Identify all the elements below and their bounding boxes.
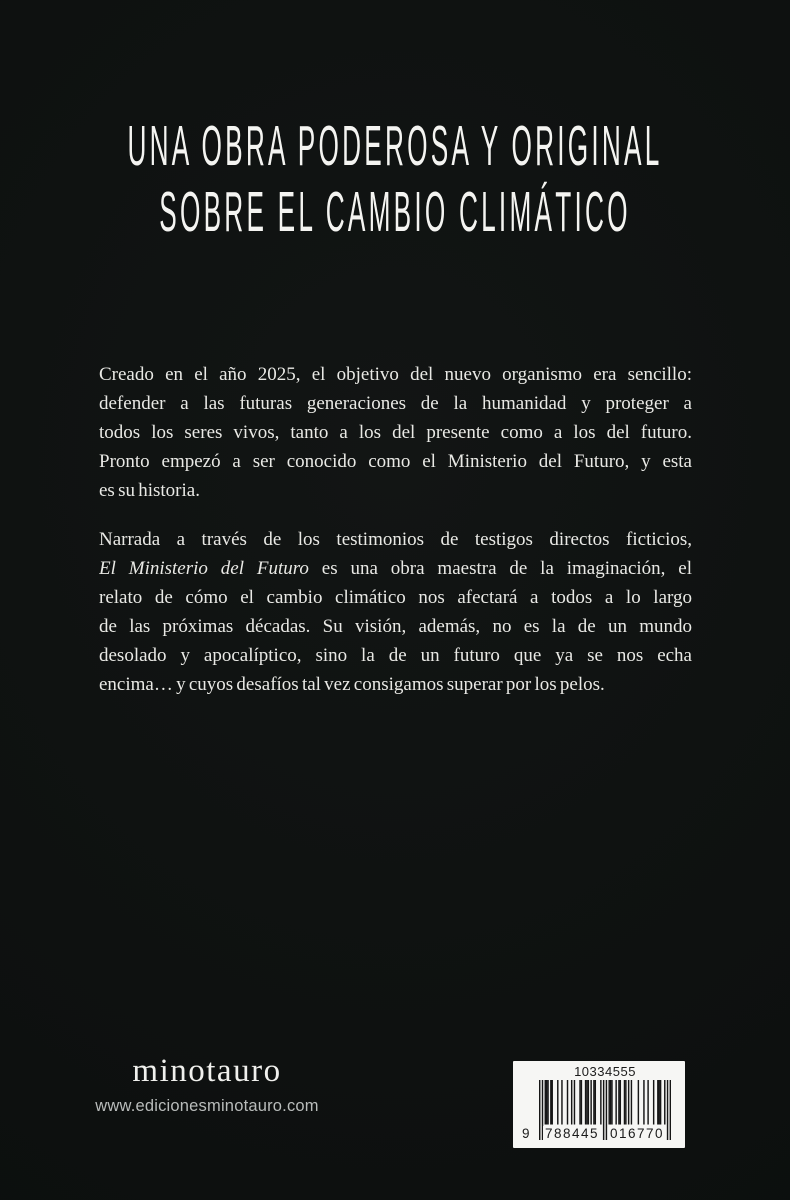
paragraph2-line: de las próximas décadas. Su visión, además, no es la de un mundo bbox=[99, 616, 692, 637]
headline-line-2: SOBRE EL CAMBIO CLIMÁTICO bbox=[159, 180, 631, 244]
paragraph1-line: defender a las futuras generaciones de la humanidad y proteger a bbox=[99, 393, 692, 414]
synopsis bbox=[99, 360, 692, 719]
paragraph2-line: desolado y apocalíptico, sino la de un futuro que ya se nos echa bbox=[99, 645, 692, 666]
headline-row-1 bbox=[0, 116, 790, 182]
barcode-digits bbox=[513, 1126, 685, 1142]
paragraph2-line-with-title bbox=[99, 554, 692, 583]
synopsis-paragraph-1 bbox=[99, 360, 692, 505]
publisher-website: www.edicionesminotauro.com bbox=[95, 1097, 319, 1115]
paragraph2-line: relato de cómo el cambio climático nos afectará a todos a lo largo bbox=[99, 587, 692, 608]
paragraph2-line: Narrada a través de los testimonios de testigos directos ficticios, bbox=[99, 529, 692, 550]
barcode-top-number: 10334555 bbox=[574, 1064, 636, 1079]
isbn-group-2: 016770 bbox=[609, 1126, 665, 1141]
paragraph2-line-last: encima… y cuyos desafíos tal vez consigamos superar por los pelos. bbox=[99, 674, 605, 695]
headline-line-1: UNA OBRA PODEROSA Y ORIGINAL bbox=[127, 114, 663, 178]
paragraph2-line2-rest: es una obra maestra de la imaginación, el bbox=[308, 558, 692, 579]
book-title-italic: El Ministerio del Futuro bbox=[99, 558, 309, 579]
headline-row-2 bbox=[0, 182, 790, 248]
paragraph1-line-last: es su historia. bbox=[99, 480, 200, 501]
isbn-group-1: 788445 bbox=[544, 1126, 600, 1141]
isbn-first-digit: 9 bbox=[522, 1126, 530, 1141]
headline bbox=[0, 116, 790, 248]
paragraph1-line: todos los seres vivos, tanto a los del presente como a los del futuro. bbox=[99, 422, 692, 443]
publisher-block bbox=[82, 1054, 332, 1116]
paragraph1-line: Creado en el año 2025, el objetivo del nuevo organismo era sencillo: bbox=[99, 364, 692, 385]
paragraph1-line: Pronto empezó a ser conocido como el Ministerio del Futuro, y esta bbox=[99, 451, 692, 472]
publisher-logo: minotauro bbox=[132, 1053, 282, 1089]
barcode-label bbox=[513, 1061, 685, 1148]
synopsis-paragraph-2 bbox=[99, 525, 692, 699]
